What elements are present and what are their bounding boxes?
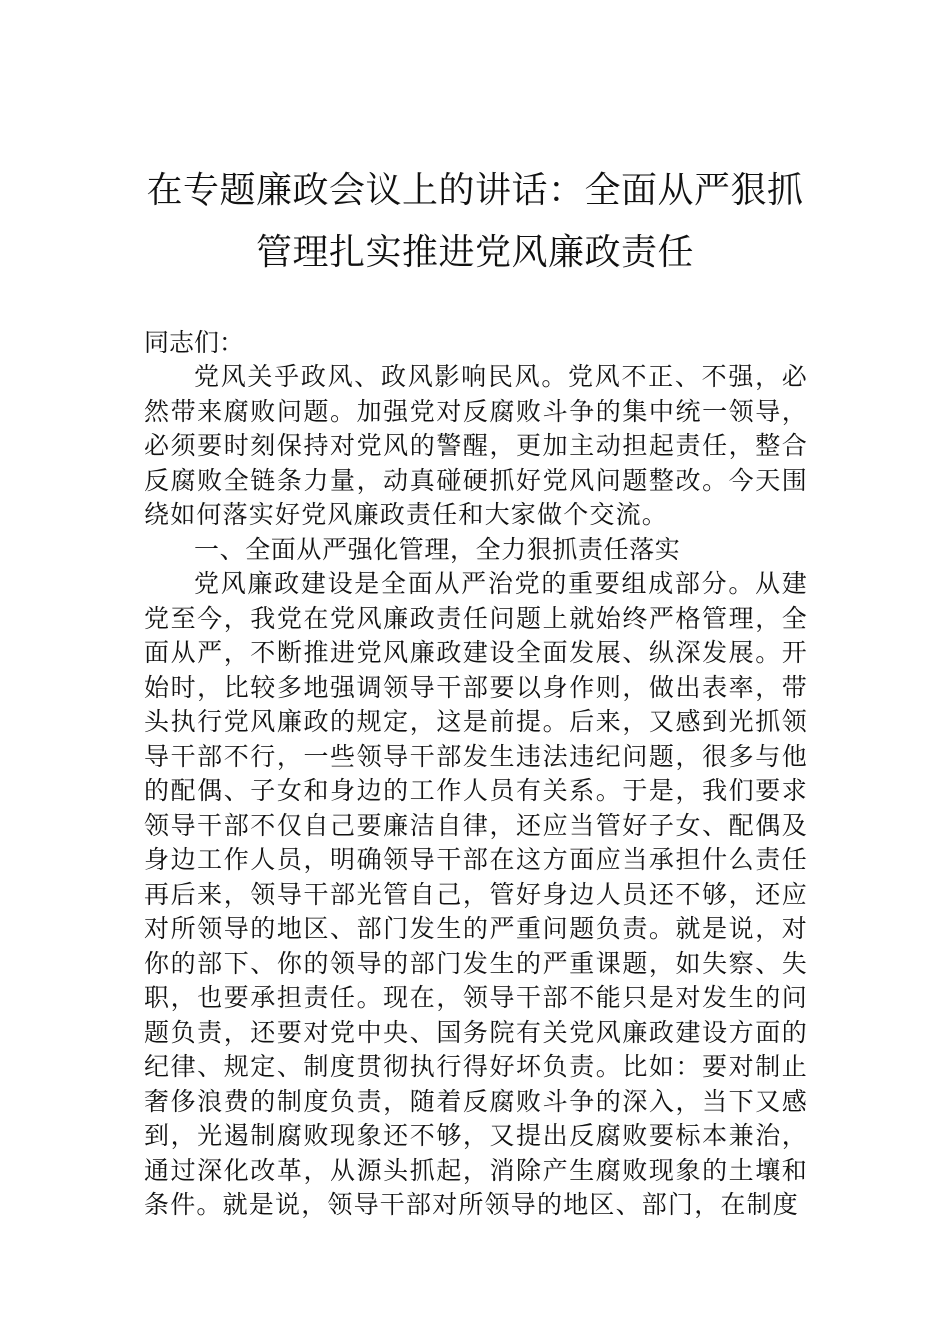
title-line-1: 在专题廉政会议上的讲话：全面从严狠抓 [146, 170, 804, 211]
section-heading-1: 一、全面从严强化管理，全力狠抓责任落实 [194, 534, 681, 564]
paragraph-intro: 党风关乎政风、政风影响民风。党风不正、不强，必然带来腐败问题。加强党对反腐败斗争的集中统一领导，必须要时刻保持对党风的警醒，更加主动担起责任，整合反腐败全链条力量，动真碰硬抓好党风问题整改。今天围绕如何落实好党风廉政责任和大家做个交流。 [144, 362, 808, 529]
document-body [144, 326, 808, 1223]
title-line-2: 管理扎实推进党风廉政责任 [255, 232, 694, 273]
salutation: 同志们： [144, 328, 245, 357]
paragraph-section-1: 党风廉政建设是全面从严治党的重要组成部分。从建党至今，我党在党风廉政责任问题上就始终严格管理，全面从严，不断推进党风廉政建设全面发展、纵深发展。开始时，比较多地强调领导干部要以身作则，做出表率，带头执行党风廉政的规定，这是前提。后来，又感到光抓领导干部不行，一些领导干部发生违法违纪问题，很多与他的配偶、子女和身边的工作人员有关系。于是，我们要求领导干部不仅自己要廉洁自律，还应当管好子女、配偶及身边工作人员，明确领导干部在这方面应当承担什么责任再后来，领导干部光管自己，管好身边人员还不够，还应对所领导的地区、部门发生的严重问题负责。就是说，对你的部下、你的领导的部门发生的严重课题，如失察、失职，也要承担责任。现在，领导干部不能只是对发生的问题负责，还要对党中央、国务院有关党风廉政建设方面的纪律、规定、制度贯彻执行得好坏负责。比如：要对制止奢侈浪费的制度负责，随着反腐败斗争的深入，当下又感到，光遏制腐败现象还不够，又提出反腐败要标本兼治，通过深化改革，从源头抓起，消除产生腐败现象的土壤和条件。就是说，领导干部对所领导的地区、部门，在制度 [144, 569, 808, 1219]
document-title [0, 160, 950, 284]
